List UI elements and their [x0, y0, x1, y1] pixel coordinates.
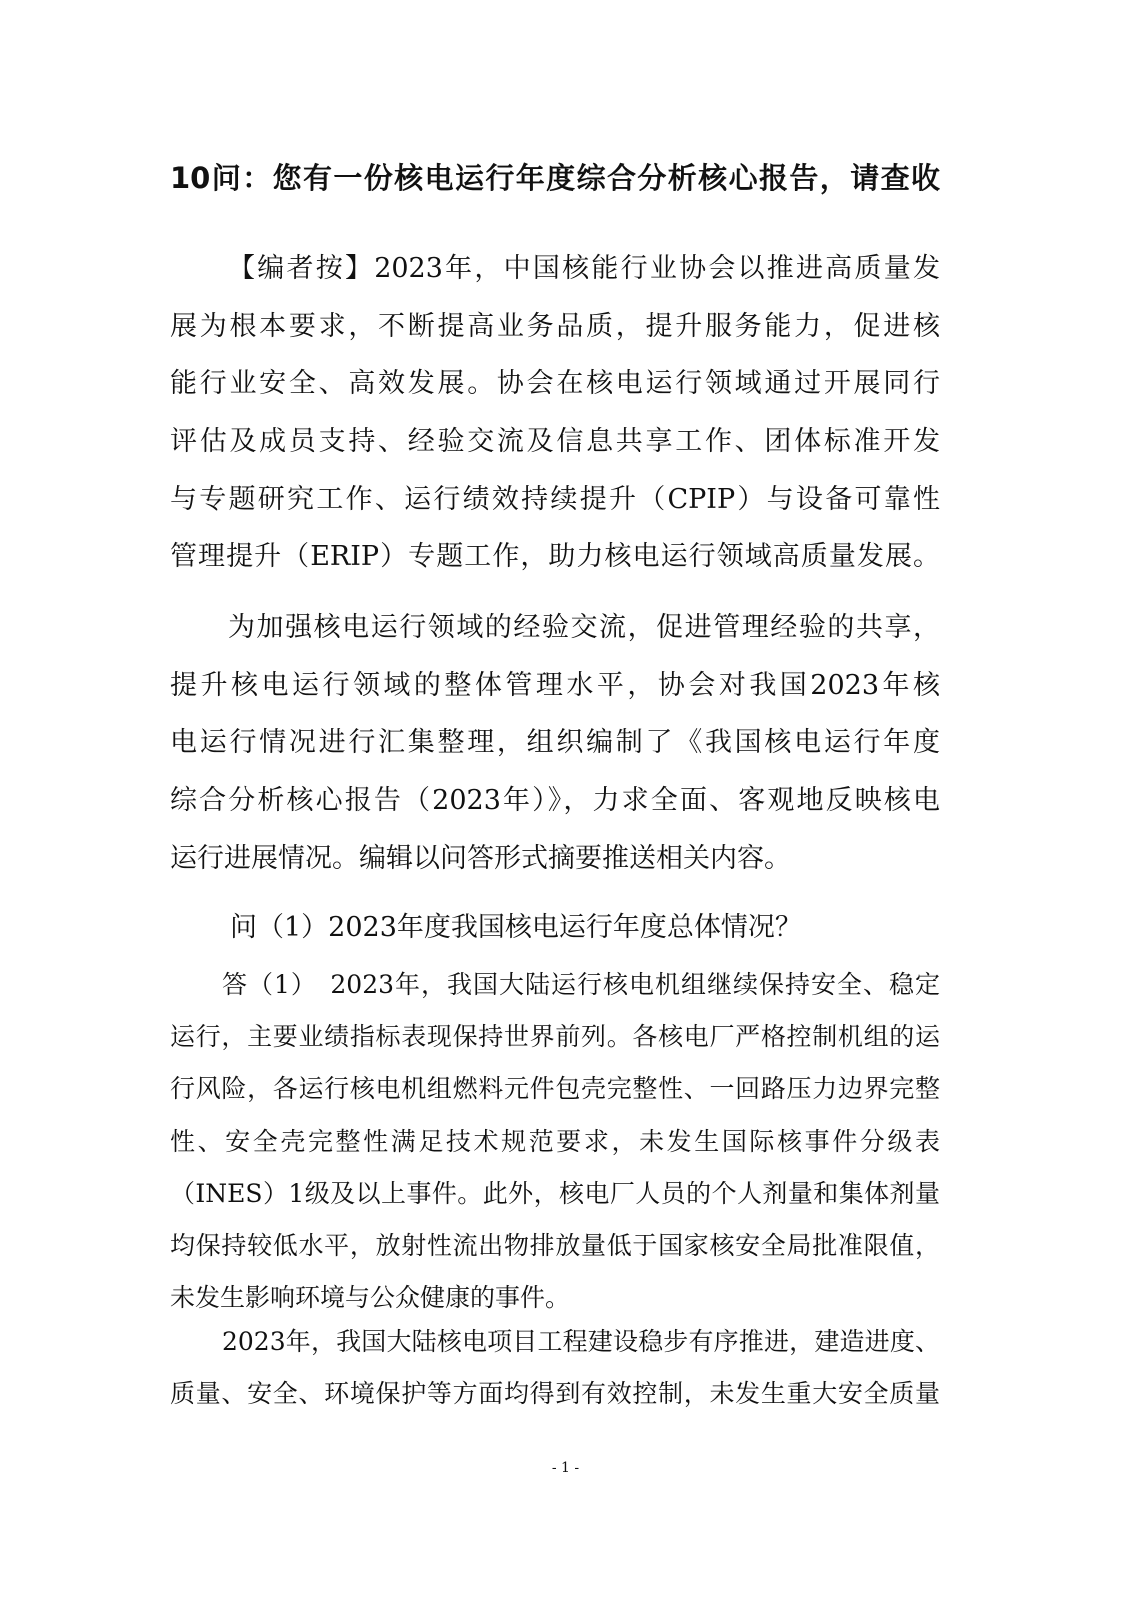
question-heading: 问（1）2023年度我国核电运行年度总体情况？ [230, 912, 802, 943]
text-line: 运行进展情况。编辑以问答形式摘要推送相关内容。 [170, 842, 791, 874]
text-line: 能行业安全、高效发展。协会在核电运行领域通过开展同行 [170, 368, 940, 400]
editor-note-paragraph [170, 240, 940, 586]
text-line: 运行，主要业绩指标表现保持世界前列。各核电厂严格控制机组的运 [170, 1022, 940, 1052]
text-line: （INES）1级及以上事件。此外，核电厂人员的个人剂量和集体剂量 [170, 1178, 940, 1208]
construction-paragraph [170, 1316, 940, 1420]
text-line: 【编者按】2023年，中国核能行业协会以推进高质量发 [228, 253, 940, 284]
intro-paragraph [170, 599, 940, 887]
text-line: 展为根本要求，不断提高业务品质，提升服务能力，促进核 [170, 310, 940, 342]
text-line: 提升核电运行领域的整体管理水平，协会对我国2023年核 [170, 669, 940, 701]
text-line: 质量、安全、环境保护等方面均得到有效控制，未发生重大安全质量 [170, 1379, 940, 1409]
document-title: 10问：您有一份核电运行年度综合分析核心报告，请查收 [170, 161, 940, 195]
text-line: 未发生影响环境与公众健康的事件。 [170, 1283, 571, 1313]
text-line: 性、安全壳完整性满足技术规范要求，未发生国际核事件分级表 [170, 1126, 940, 1156]
text-line: 行风险，各运行核电机组燃料元件包壳完整性、一回路压力边界完整 [170, 1074, 940, 1104]
text-line: 均保持较低水平，放射性流出物排放量低于国家核安全局批准限值， [170, 1230, 940, 1260]
text-line: 为加强核电运行领域的经验交流，促进管理经验的共享， [228, 612, 940, 643]
text-line: 综合分析核心报告（2023年）》，力求全面、客观地反映核电 [170, 785, 940, 817]
text-line: 电运行情况进行汇集整理，组织编制了《我国核电运行年度 [170, 727, 940, 759]
text-line: 答（1） 2023年，我国大陆运行核电机组继续保持安全、稳定 [222, 970, 940, 999]
text-line: 管理提升（ERIP）专题工作，助力核电运行领域高质量发展。 [170, 541, 940, 573]
text-line: 2023年，我国大陆核电项目工程建设稳步有序推进，建造进度、 [222, 1327, 940, 1356]
page-number: - 1 - [551, 1460, 580, 1476]
text-line: 与专题研究工作、运行绩效持续提升（CPIP）与设备可靠性 [170, 483, 940, 515]
answer-paragraph [170, 959, 940, 1324]
text-line: 评估及成员支持、经验交流及信息共享工作、团体标准开发 [170, 426, 940, 458]
